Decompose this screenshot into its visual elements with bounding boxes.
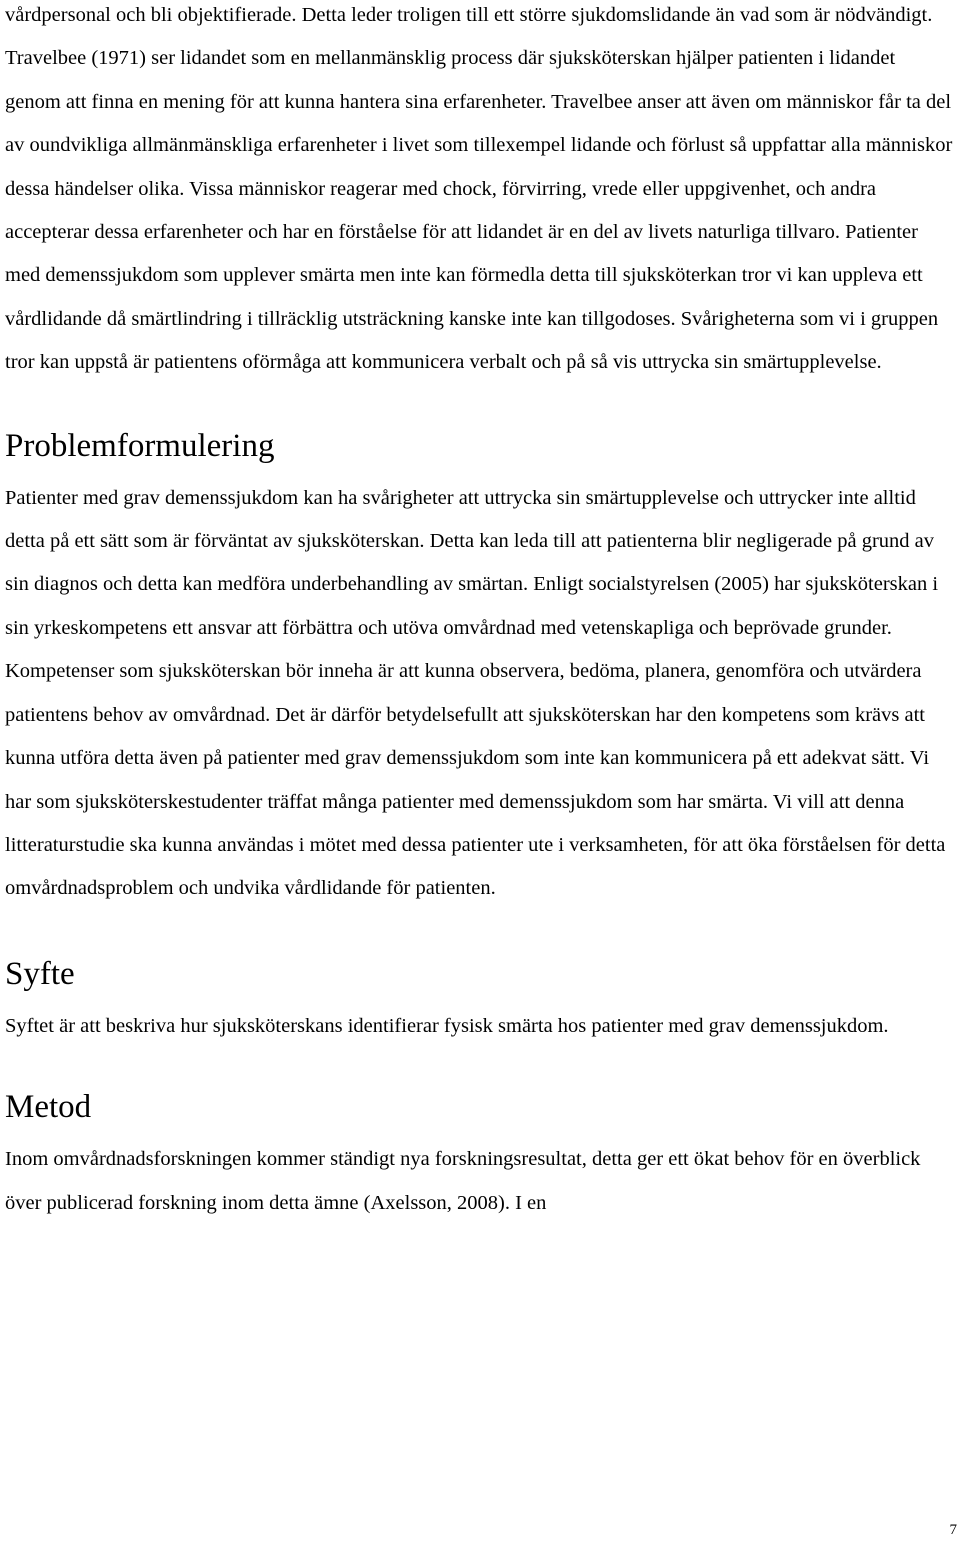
intro-paragraph: vårdpersonal och bli objektifierade. Detta leder troligen till ett större sjukdomslidande än vad som är nödvändigt. Travelbee (1971) ser lidandet som en mellanmänsklig process där sjuksköterskan hjälper patienten i lidandet genom att finna en mening för att kunna hantera sina erfarenheter. Travelbee anser att även om människor får ta del av oundvikliga allmänmänskliga erfarenheter i livet som tillexempel lidande och förlust så uppfattar alla människor dessa händelser olika. Vissa människor reagerar med chock, förvirring, vrede eller uppgivenhet, och andra accepterar dessa erfarenheter och har en förståelse för att lidandet är en del av livets naturliga tillvaro. Patienter med demenssjukdom som upplever smärta men inte kan förmedla detta till sjuksköterkan tror vi kan uppleva ett vårdlidande då smärtlindring i tillräcklig utsträckning kanske inte kan tillgodoses. Svårigheterna som vi i gruppen tror kan uppstå är patientens oförmåga att kommunicera verbalt och på så vis uttrycka sin smärtupplevelse. (5, 4, 953, 374)
document-body (5, 0, 953, 1225)
syfte-paragraph: Syftet är att beskriva hur sjuksköterskans identifierar fysisk smärta hos patienter med grav demenssjukdom. (5, 1014, 889, 1037)
metod-paragraph: Inom omvårdnadsforskningen kommer ständigt nya forskningsresultat, detta ger ett ökat behov för en överblick över publicerad forskning inom detta ämne (Axelsson, 2008). I en (5, 1148, 921, 1214)
section-heading-syfte: Syfte (5, 955, 75, 992)
page-number: 7 (949, 1522, 957, 1538)
problemformulering-paragraph: Patienter med grav demenssjukdom kan ha svårigheter att uttrycka sin smärtupplevelse och uttrycker inte alltid detta på ett sätt som är förväntat av sjuksköterskan. Detta kan leda till att patienterna blir negligerade på grund av sin diagnos och detta kan medföra underbehandling av smärtan. Enligt socialstyrelsen (2005) har sjuksköterskan i sin yrkeskompetens ett ansvar att förbättra och utöva omvårdnad med vetenskapliga och beprövade grunder. Kompetenser som sjuksköterskan bör inneha är att kunna observera, bedöma, planera, genomföra och utvärdera patientens behov av omvårdnad. Det är därför betydelsefullt att sjuksköterskan har den kompetens som krävs att kunna utföra detta även på patienter med grav demenssjukdom som inte kan kommunicera på ett adekvat sätt. Vi har som sjuksköterskestudenter träffat många patienter med demenssjukdom som har smärta. Vi vill att denna litteraturstudie ska kunna användas i mötet med dessa patienter ute i verksamheten, för att öka förståelsen för detta omvårdnadsproblem och undvika vårdlidande för patienten. (5, 486, 946, 900)
section-heading-problemformulering: Problemformulering (5, 427, 275, 464)
section-heading-metod: Metod (5, 1089, 92, 1126)
